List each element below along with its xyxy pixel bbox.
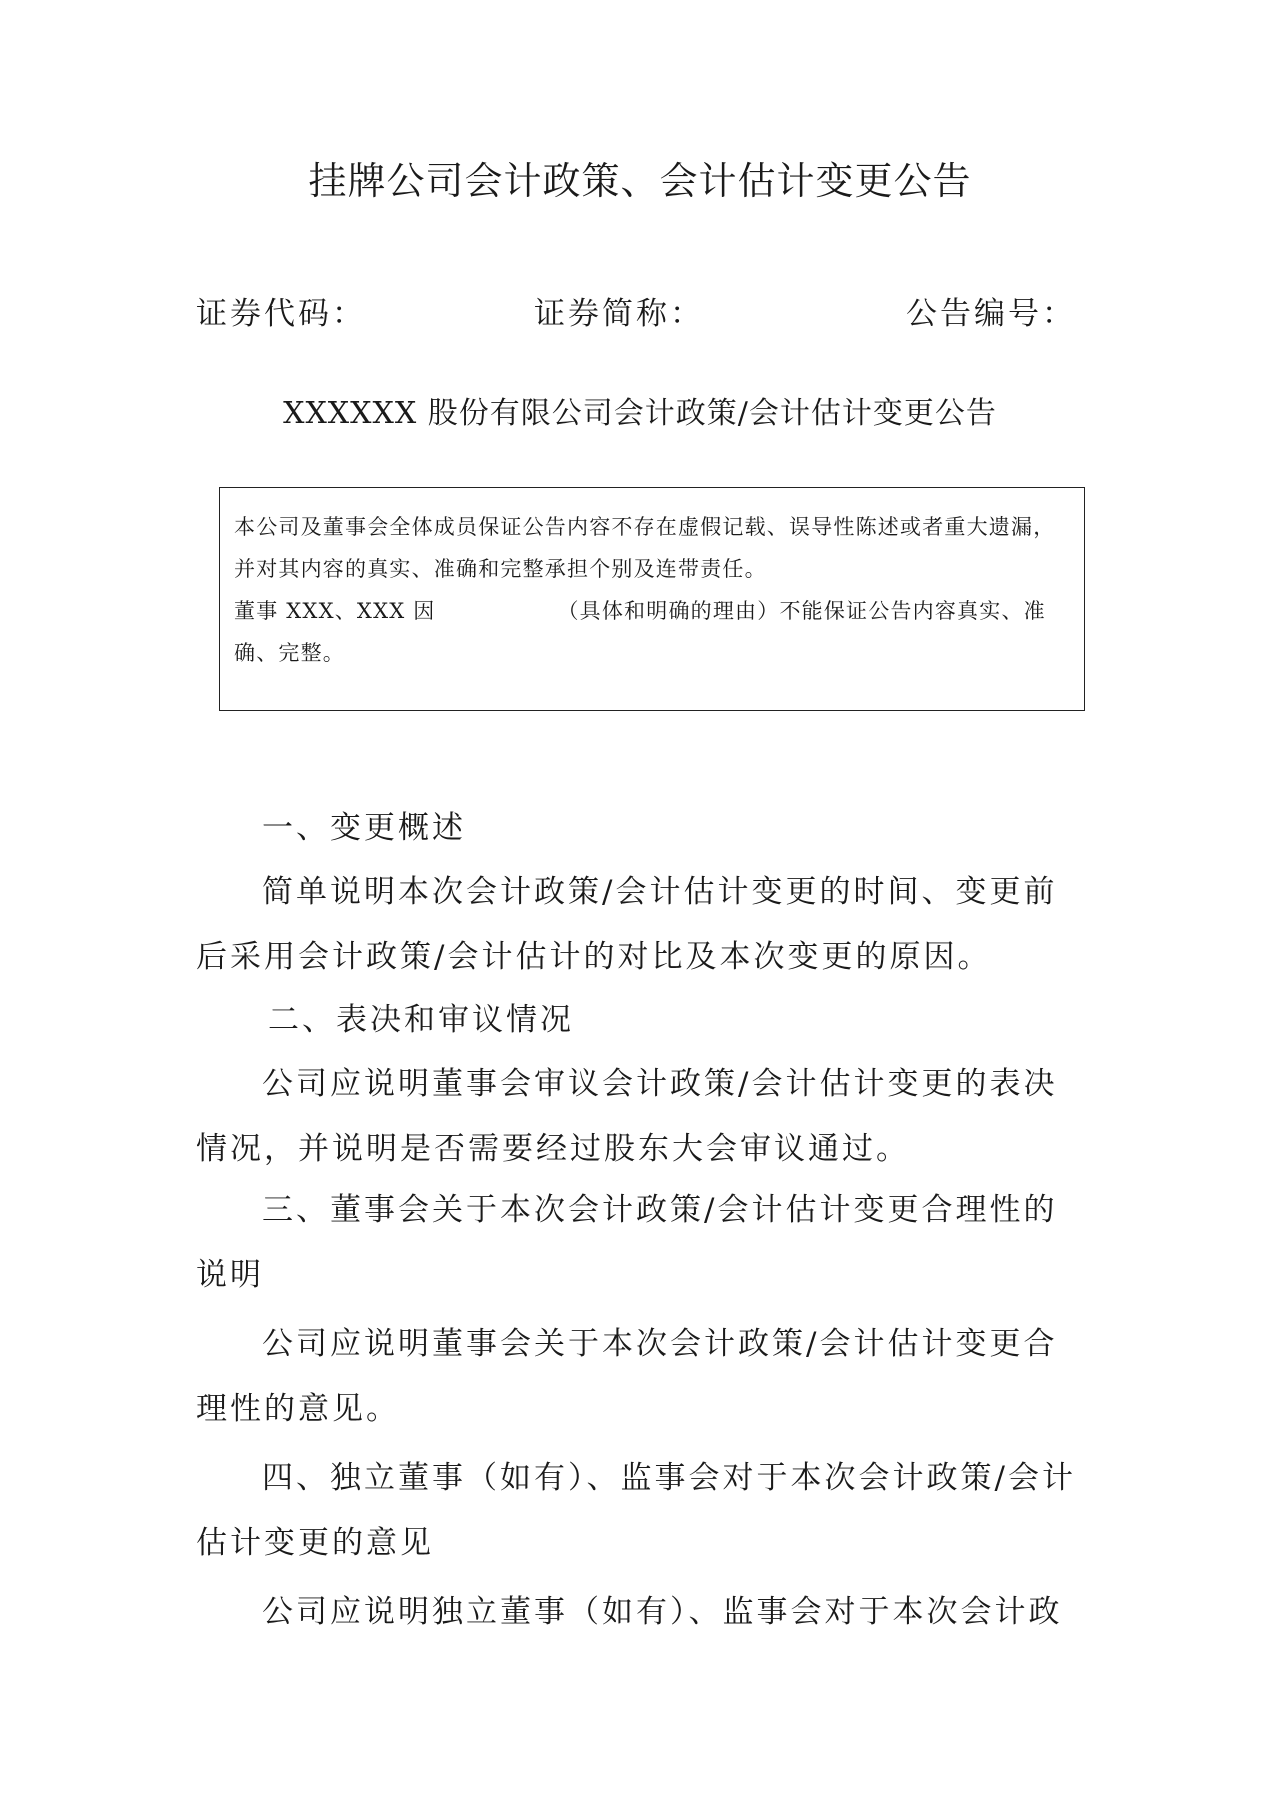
board-guarantee-notice: [219, 487, 1085, 711]
announcement-subtitle: XXXXXX 股份有限公司会计政策/会计估计变更公告: [283, 396, 997, 431]
document-title: 挂牌公司会计政策、会计估计变更公告: [308, 159, 972, 203]
section-heading-3: 三、董事会关于本次会计政策/会计估计变更合理性的说明: [196, 1192, 1058, 1293]
section-body-3: 公司应说明董事会关于本次会计政策/会计估计变更合理性的意见。: [196, 1326, 1058, 1427]
section-body-4: 公司应说明独立董事（如有）、监事会对于本次会计政: [262, 1594, 1063, 1630]
section-body-2: 公司应说明董事会审议会计政策/会计估计变更的表决情况，并说明是否需要经过股东大会审议通过。: [196, 1066, 1058, 1167]
securities-code-label: 证券代码：: [196, 296, 366, 332]
exception-statement: [234, 590, 1072, 674]
section-heading-2: 二、表决和审议情况: [268, 1002, 574, 1038]
section-body-1: 简单说明本次会计政策/会计估计变更的时间、变更前后采用会计政策/会计估计的对比及本次变更的原因。: [196, 874, 1058, 975]
section-heading-1: 一、变更概述: [262, 810, 466, 846]
securities-abbr-label: 证券简称：: [534, 296, 704, 332]
guarantee-statement: 本公司及董事会全体成员保证公告内容不存在虚假记载、误导性陈述或者重大遗漏，并对其内容的真实、准确和完整承担个别及连带责任。: [234, 515, 1056, 581]
exception-suffix: （具体和明确的理由）不能保证公告内容真实、准确、完整。: [234, 599, 1046, 665]
section-heading-4: 四、独立董事（如有）、监事会对于本次会计政策/会计估计变更的意见: [196, 1460, 1076, 1561]
announcement-number-label: 公告编号：: [906, 296, 1076, 332]
exception-prefix: 董事 XXX、XXX 因: [234, 599, 436, 623]
